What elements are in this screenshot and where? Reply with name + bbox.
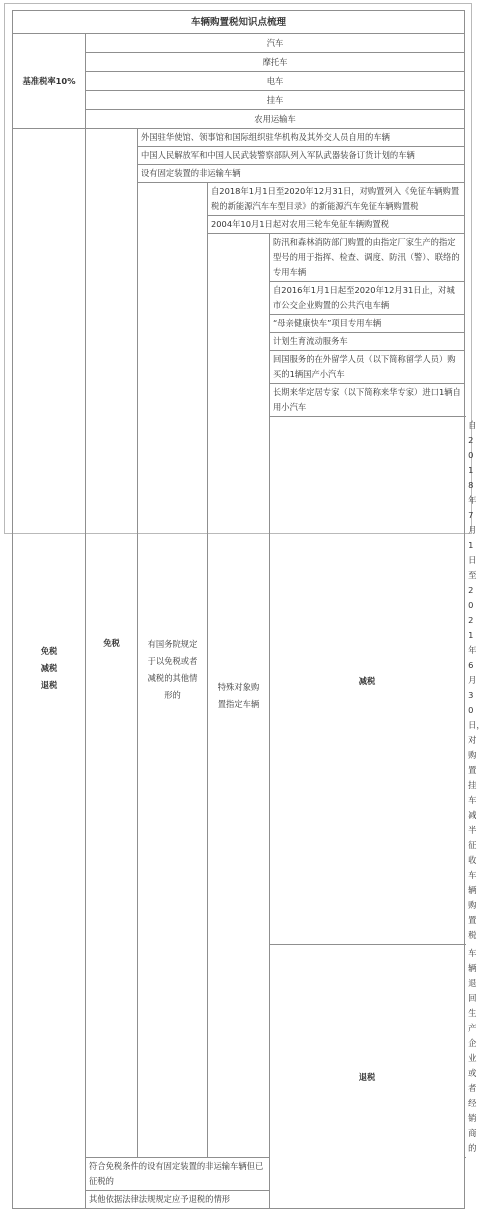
- reduce-label: 减税: [270, 417, 465, 945]
- state-council-item: 自2018年1月1日至2020年12月31日，对购置列入《免征车辆购置税的新能源汽车车型目录》的新能源汽车免征车辆购置税: [208, 183, 465, 216]
- special-item: 计划生育流动服务车: [270, 333, 465, 351]
- special-item: 长期来华定居专家（以下简称来华专家）进口1辆自用小汽车: [270, 384, 465, 417]
- exempt-label: 免税: [86, 129, 138, 1158]
- knowledge-table: 车辆购置税知识点梳理 基准税率10% 汽车 摩托车 电车 挂车 农用运输车 免税 减税 退税 免税 外国驻华使馆、领事馆和国际组织驻华机构及其外交人员自用的车辆 中国人民解放军和中国人民武装警察部队列入军队武器装备订货计划的车辆 设有固定装置的非运输车辆 有国务院规定于以免税或者减税的其他情形的 自2018年1月1日至2020年12月31日，对购置列入《免征车辆购置税的新能源汽车车型目录》的新能源汽车免征车辆购置税 2004年10月1日起对农用三轮车免征车辆购置税 特殊对象购置指定车辆 防汛和森林消防部门购置的由指定厂家生产的指定型号的用于指挥、检查、调度、防汛（警）、联络的专用车辆 自2016年1月1日起至2020年12月31日止，对城市公交企业购置的公共汽电车辆 “母亲健康快车”项目专用车辆 计划生育流动服务车 回国服务的在外留学人员（以下简称留学人员）购买的1辆国产小汽车 长期来华定居专家（以下简称来华专家）进口1辆自用小汽车 减税 自2018年7月1日至2021年6月30日，对购置挂车减半征收车辆购置税 退税 车辆退回生产企业或者经销商的 符合免税条件的设有固定装置的非运输车辆但已征税的 其他依据法律法规规定应予退税的情形: [12, 10, 465, 1209]
- table-frame: [4, 3, 485, 1204]
- special-label: 特殊对象购置指定车辆: [208, 234, 270, 1158]
- refund-item: 符合免税条件的设有固定装置的非运输车辆但已征税的: [86, 1158, 270, 1191]
- base-rate-item: 汽车: [86, 34, 465, 53]
- refund-item: 其他依据法律法规规定应予退税的情形: [86, 1191, 270, 1209]
- exempt-item: 设有固定装置的非运输车辆: [138, 165, 465, 183]
- exempt-item: 中国人民解放军和中国人民武装警察部队列入军队武器装备订货计划的车辆: [138, 147, 465, 165]
- special-item: 防汛和森林消防部门购置的由指定厂家生产的指定型号的用于指挥、检查、调度、防汛（警）、联络的专用车辆: [270, 234, 465, 282]
- base-rate-item: 挂车: [86, 91, 465, 110]
- base-rate-item: 摩托车: [86, 53, 465, 72]
- special-item: 自2016年1月1日起至2020年12月31日止，对城市公交企业购置的公共汽电车辆: [270, 282, 465, 315]
- special-item: “母亲健康快车”项目专用车辆: [270, 315, 465, 333]
- section-label: 免税 减税 退税: [13, 129, 86, 1209]
- special-item: 回国服务的在外留学人员（以下简称留学人员）购买的1辆国产小汽车: [270, 351, 465, 384]
- base-rate-item: 农用运输车: [86, 110, 465, 129]
- refund-label: 退税: [270, 945, 465, 1209]
- base-rate-label: 基准税率10%: [13, 34, 86, 129]
- base-rate-item: 电车: [86, 72, 465, 91]
- state-council-item: 2004年10月1日起对农用三轮车免征车辆购置税: [208, 216, 465, 234]
- exempt-item: 外国驻华使馆、领事馆和国际组织驻华机构及其外交人员自用的车辆: [138, 129, 465, 147]
- table-title: 车辆购置税知识点梳理: [13, 11, 465, 34]
- state-council-label: 有国务院规定于以免税或者减税的其他情形的: [138, 183, 208, 1158]
